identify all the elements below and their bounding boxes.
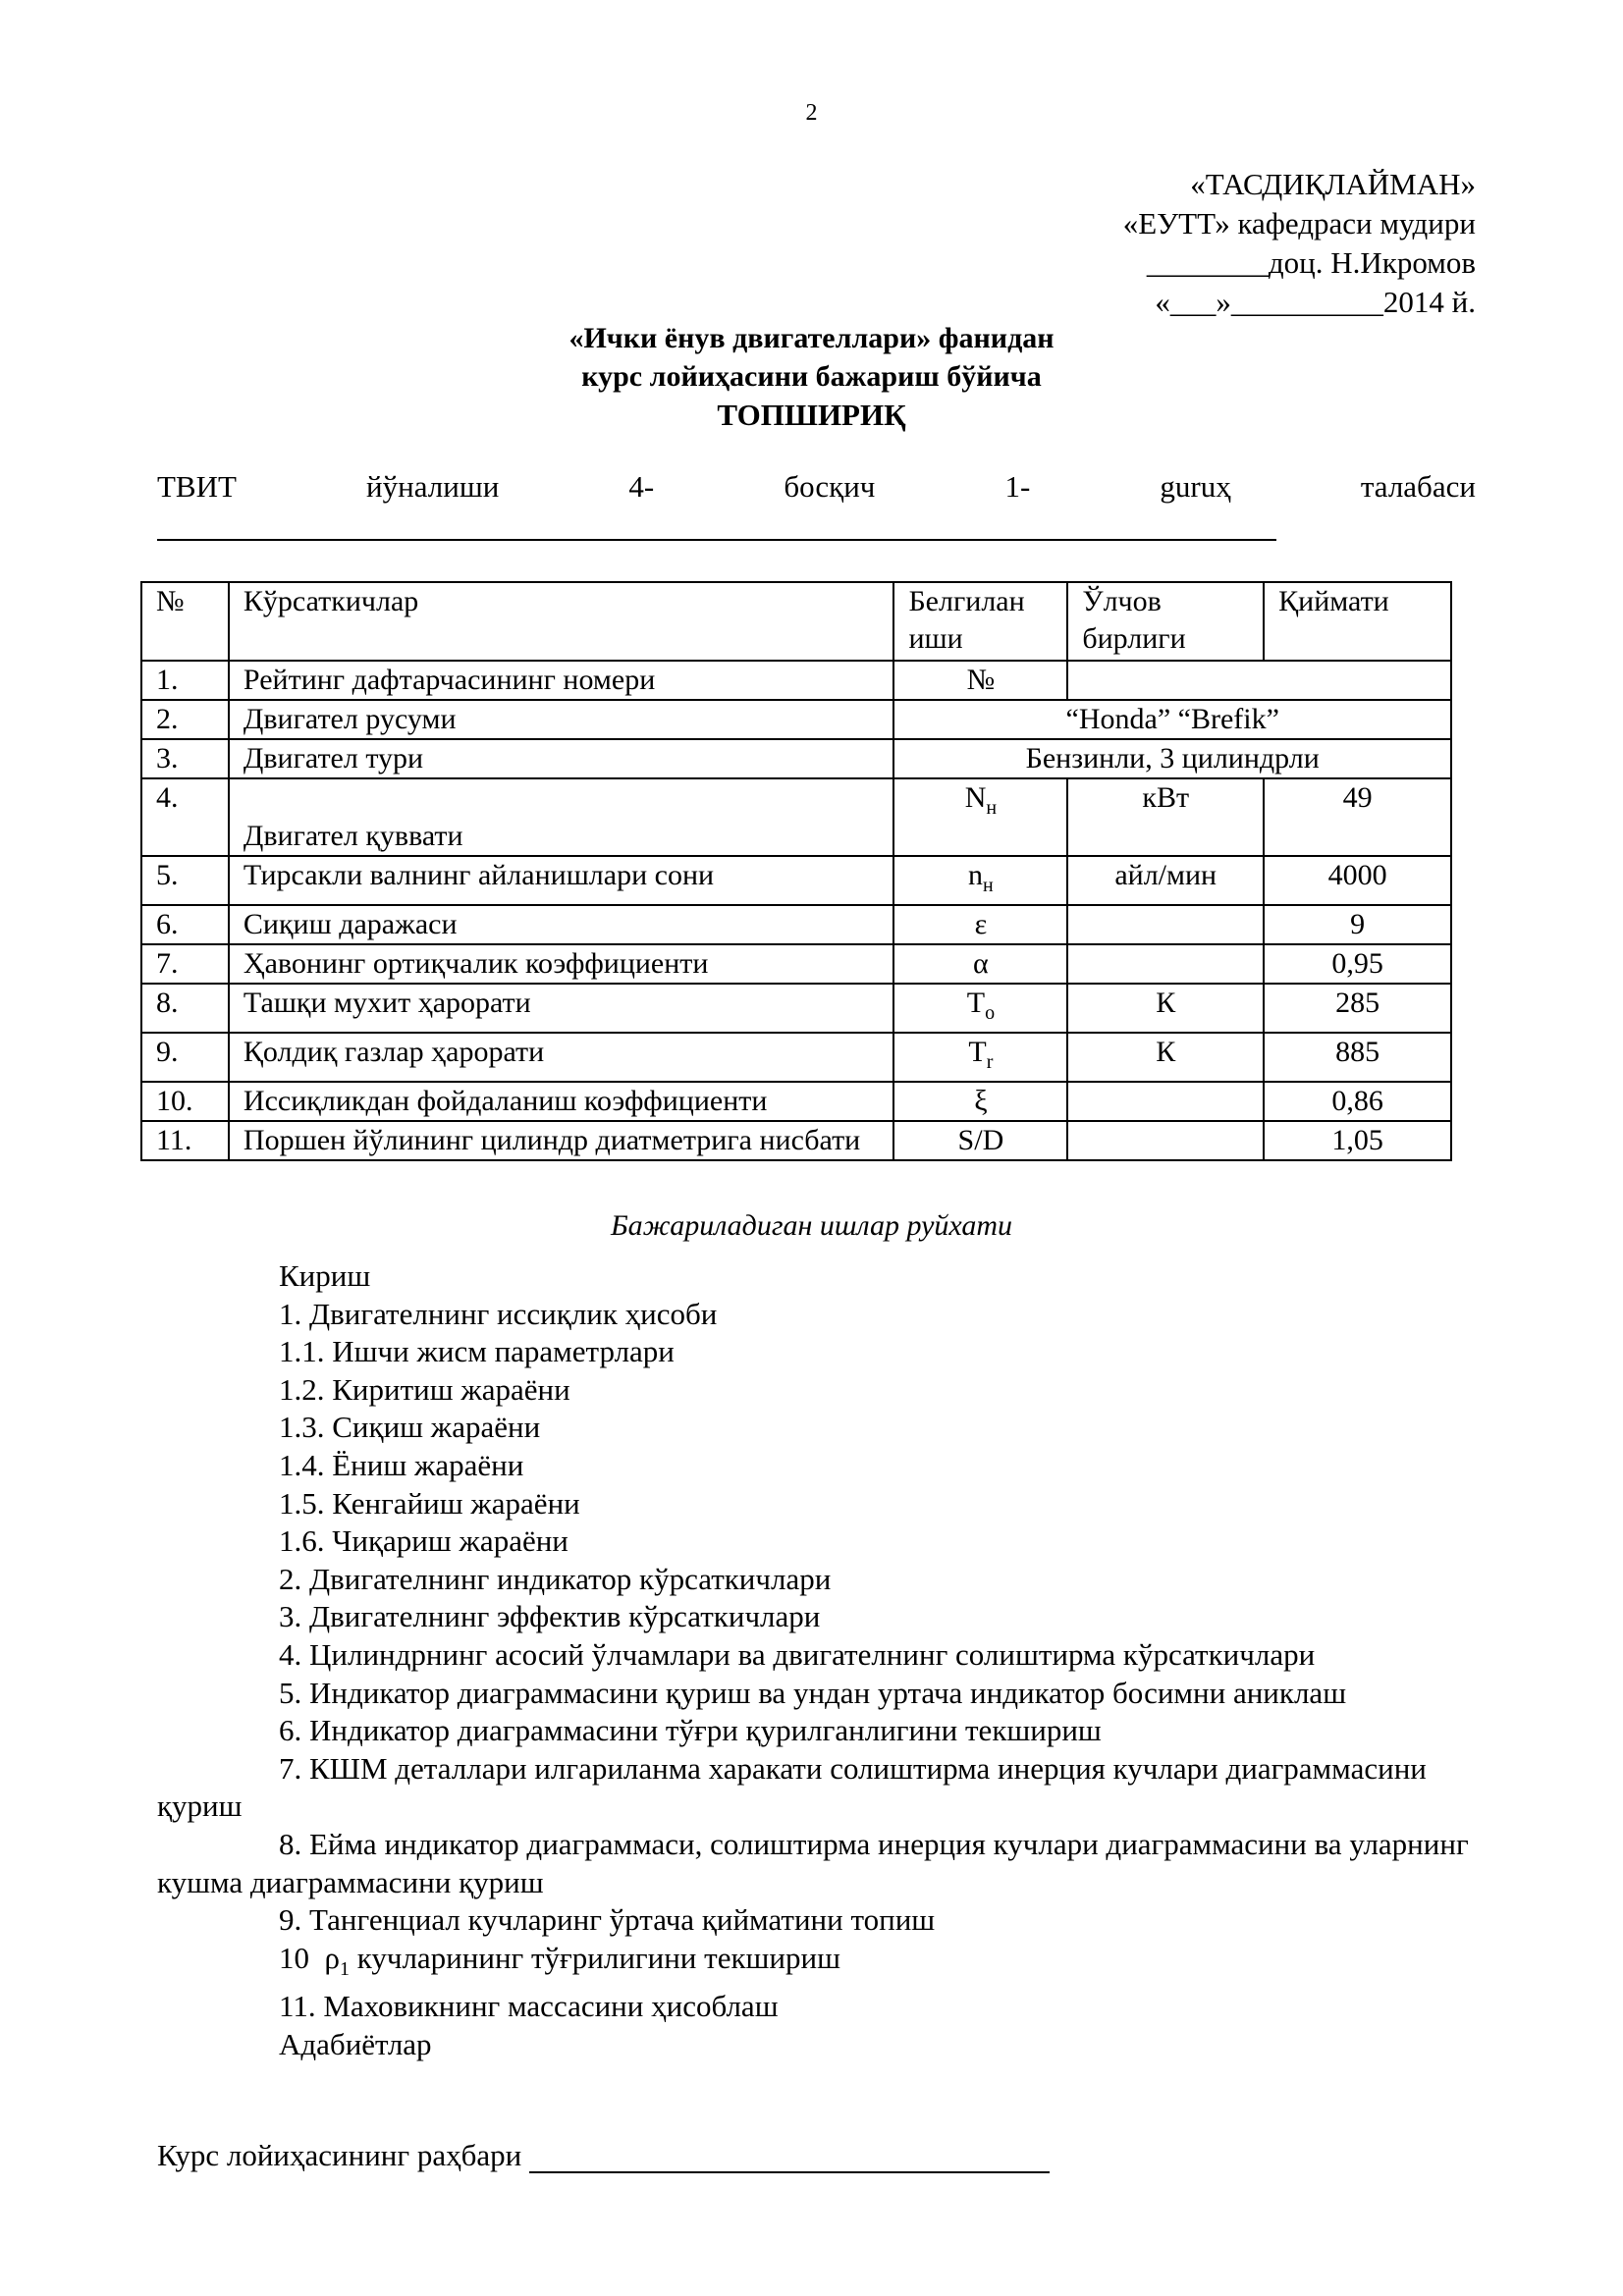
row-unit: К [1067, 984, 1264, 1033]
row-unit [1067, 944, 1264, 984]
student-word: guruҳ [1160, 469, 1231, 504]
row-no: 3. [141, 739, 229, 778]
row-value: 885 [1264, 1033, 1451, 1082]
list-item: 5. Индикатор диаграммасини қуриш ва ундан уртача индикатор босимни аниклаш [279, 1675, 1347, 1710]
list-item: 3. Двигателнинг эффектив кўрсаткичлари [279, 1599, 821, 1634]
row-unit [1067, 1121, 1264, 1160]
row-no: 4. [141, 778, 229, 856]
symbol-text: N [964, 781, 987, 814]
row-name: Тирсакли валнинг айланишлари сони [229, 856, 894, 905]
document-title [0, 319, 1623, 434]
student-word: ТВИТ [157, 469, 237, 504]
row-merged-value: “Honda” “Brefik” [893, 700, 1451, 739]
row-name: Сиқиш даражаси [229, 905, 894, 944]
list-item-text: 7. КШМ деталлари илгариланма харакати солиштирма инерция кучлари диаграммасини қуриш [157, 1750, 1427, 1824]
row-name: Рейтинг дафтарчасининг номери [229, 661, 894, 700]
row-name: Двигател русуми [229, 700, 894, 739]
approval-position: «ЕУТТ» кафедраси мудири [1122, 206, 1476, 240]
works-list [157, 1257, 1476, 2064]
page-number: 2 [805, 100, 818, 126]
approval-block [1123, 165, 1476, 322]
supervisor-label: Курс лойиҳасининг раҳбари [157, 2138, 522, 2172]
list-item: 11. Маховикнинг массасини ҳисоблаш [279, 1989, 779, 2024]
student-info [157, 469, 1476, 505]
row-value: 0,95 [1264, 944, 1451, 984]
header-unit: Ўлчов бирлиги [1067, 582, 1264, 661]
row-value: 49 [1264, 778, 1451, 856]
row-symbol [893, 856, 1067, 905]
list-item-text: 10 ρ [279, 1940, 340, 1975]
table-row [141, 944, 1451, 984]
row-name-text: Двигател қуввати [243, 820, 463, 852]
list-item: 6. Индикатор диаграммасини тўғри қурилганлигини текшириш [279, 1713, 1102, 1748]
table-row [141, 778, 1451, 856]
table-row [141, 1082, 1451, 1121]
row-unit [1067, 1082, 1264, 1121]
works-list-title: Бажариладиган ишлар руйхати [610, 1209, 1012, 1242]
table-row [141, 739, 1451, 778]
row-merged-value: Бензинли, 3 цилиндрли [893, 739, 1451, 778]
table-row [141, 905, 1451, 944]
row-symbol: ξ [893, 1082, 1067, 1121]
list-item [157, 1940, 1476, 1989]
title-line-3: ТОПШИРИҚ [717, 398, 906, 432]
student-word: босқич [784, 469, 876, 504]
row-no: 11. [141, 1121, 229, 1160]
row-value: 9 [1264, 905, 1451, 944]
table-row [141, 661, 1451, 700]
signature-line [529, 2142, 1050, 2173]
list-item-wrapped [157, 1826, 1476, 1901]
title-line-1: «Ички ёнув двигателлари» фанидан [568, 322, 1055, 354]
row-unit [1067, 905, 1264, 944]
row-no: 8. [141, 984, 229, 1033]
approval-heading: «ТАСДИҚЛАЙМАН» [1190, 167, 1476, 201]
table-row [141, 1033, 1451, 1082]
row-no: 2. [141, 700, 229, 739]
row-no: 9. [141, 1033, 229, 1082]
row-no: 5. [141, 856, 229, 905]
title-line-2: курс лойиҳасини бажариш бўйича [581, 360, 1042, 393]
row-value: 285 [1264, 984, 1451, 1033]
row-name [229, 778, 894, 856]
row-unit: К [1067, 1033, 1264, 1082]
list-item-text: кучларининг тўғрилигини текшириш [349, 1940, 840, 1975]
row-symbol [893, 778, 1067, 856]
row-value: 1,05 [1264, 1121, 1451, 1160]
list-item: Кириш [279, 1258, 371, 1293]
symbol-subscript: н [986, 797, 998, 819]
symbol-subscript: r [986, 1051, 994, 1073]
header-value: Қиймати [1264, 582, 1451, 661]
list-item: 2. Двигателнинг индикатор кўрсаткичлари [279, 1561, 832, 1596]
row-no: 7. [141, 944, 229, 984]
student-word: талабаси [1360, 469, 1476, 504]
table-header-row [141, 582, 1451, 661]
row-unit: кВт [1067, 778, 1264, 856]
table-row [141, 856, 1451, 905]
table-row [141, 1121, 1451, 1160]
row-name: Ҳавонинг ортиқчалик коэффициенти [229, 944, 894, 984]
row-unit: айл/мин [1067, 856, 1264, 905]
row-no: 10. [141, 1082, 229, 1121]
symbol-text: T [968, 1036, 987, 1068]
row-no: 6. [141, 905, 229, 944]
list-item: Адабиётлар [279, 2027, 432, 2062]
symbol-subscript: н [983, 875, 994, 896]
row-name: Ташқи мухит ҳарорати [229, 984, 894, 1033]
row-symbol: № [893, 661, 1067, 700]
list-item: 1.2. Киритиш жараёни [279, 1371, 570, 1407]
row-name: Қолдиқ газлар ҳарорати [229, 1033, 894, 1082]
row-no: 1. [141, 661, 229, 700]
row-symbol [893, 984, 1067, 1033]
header-symbol: Белгилан иши [893, 582, 1067, 661]
symbol-subscript: о [985, 1002, 996, 1024]
approval-date: «___»__________2014 й. [1155, 285, 1476, 319]
list-item: 1.4. Ёниш жараёни [279, 1447, 524, 1482]
student-word: 1- [1004, 469, 1031, 504]
row-symbol: S/D [893, 1121, 1067, 1160]
parameters-table [140, 581, 1452, 1161]
list-item: 4. Цилиндрнинг асосий ўлчамлари ва двигателнинг солиштирма кўрсаткичлари [279, 1636, 1316, 1672]
row-symbol: ε [893, 905, 1067, 944]
symbol-text: n [968, 859, 984, 891]
row-unit-value [1067, 661, 1451, 700]
supervisor-signature [157, 2138, 1050, 2173]
row-symbol [893, 1033, 1067, 1082]
list-item: 1.3. Сиқиш жараёни [279, 1410, 541, 1445]
table-row [141, 700, 1451, 739]
header-parameter: Кўрсаткичлар [229, 582, 894, 661]
symbol-text: T [966, 987, 986, 1019]
row-value: 4000 [1264, 856, 1451, 905]
table-row [141, 984, 1451, 1033]
student-word: йўналиши [366, 469, 500, 504]
list-item: 1.1. Ишчи жисм параметрлари [279, 1334, 675, 1369]
row-name: Поршен йўлининг цилиндр диатметрига нисбати [229, 1121, 894, 1160]
student-word: 4- [628, 469, 655, 504]
student-name-line [157, 539, 1276, 541]
list-item-text: 8. Ейма индикатор диаграммаси, солиштирма инерция кучлари диаграммасини ва уларнинг кушма диаграммасини қуриш [157, 1826, 1469, 1899]
list-item: 1.6. Чиқариш жараёни [279, 1523, 568, 1559]
rho-subscript: 1 [339, 1957, 350, 1980]
list-item-wrapped [157, 1750, 1476, 1826]
row-name: Двигател тури [229, 739, 894, 778]
approval-signature: ________доц. Н.Икромов [1146, 245, 1476, 280]
row-name: Иссиқликдан фойдаланиш коэффициенти [229, 1082, 894, 1121]
row-symbol: α [893, 944, 1067, 984]
header-no: № [141, 582, 229, 661]
list-item: 1. Двигателнинг иссиқлик ҳисоби [279, 1296, 718, 1331]
list-item: 1.5. Кенгайиш жараёни [279, 1485, 580, 1521]
row-value: 0,86 [1264, 1082, 1451, 1121]
list-item: 9. Тангенциал кучларинг ўртача қийматини топиш [279, 1902, 936, 1938]
